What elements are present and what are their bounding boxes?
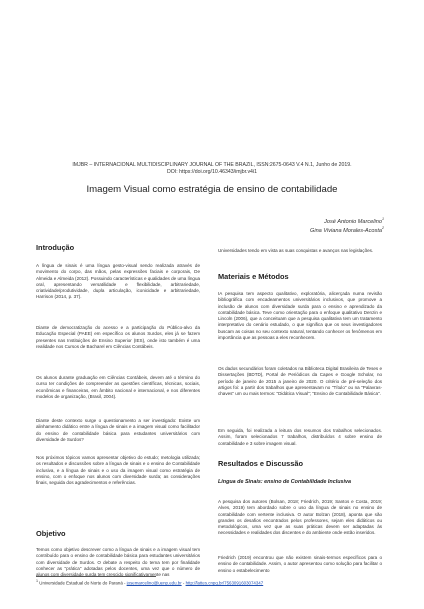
paragraph: Universidades tendo em vista as suas conquistas e avanços nas legislações. xyxy=(218,248,374,253)
paragraph: Em seguida, foi realizada a leitura dos resumos dos trabalhos selecionados. Assim, foram selecionados 7 trabalhos, distribuídos 4 sobre ensino de contabilidade e 3 sobre imagem visual. xyxy=(218,428,382,446)
subsection-heading: Língua de Sinais: ensino de Contabilidade Inclusiva xyxy=(218,479,351,485)
continuation-paragraph xyxy=(218,248,382,262)
materiais-paragraph-2 xyxy=(218,366,382,405)
materiais-paragraph-3 xyxy=(218,428,382,454)
doi-line: DOI: https://doi.org/10.46343/imjbr.v4i1 xyxy=(167,169,257,175)
section-resultados-discussao xyxy=(218,459,382,477)
intro-paragraph-3 xyxy=(36,375,200,408)
intro-paragraph-1 xyxy=(36,263,200,308)
paragraph: Os dados secundários foram coletados na Biblioteca Digital Brasileira de Teses e Dissertações (BDTD), Portal de Periódicos da Capes e Google Scholar, no período de janeiro de 2015 a janeiro de 2020. O critério de pré-seleção dos artigos foi: a partir dos trabalhos que apresentavam no "Título" ou na "Palavras-chaves" um ou mais termos: "Didática Visual"; "Ensino de Contabilidade Básica". xyxy=(218,366,382,397)
intro-paragraph-4 xyxy=(36,418,200,451)
footnote-separator: - xyxy=(122,580,127,586)
footnote-separator: - xyxy=(181,580,186,586)
section-heading: Introdução xyxy=(36,243,75,252)
author-name: Gina Viviana Morales-Acosta xyxy=(309,227,382,234)
author-footnote-mark: 2 xyxy=(382,226,384,230)
section-introducao xyxy=(36,243,200,261)
footnote-marker: 1 xyxy=(36,579,39,583)
section-heading: Materiais e Métodos xyxy=(218,272,289,281)
author-footnote-mark: 1 xyxy=(382,217,384,221)
article-title: Imagem Visual como estratégia de ensino de contabilidade xyxy=(86,184,338,195)
materiais-paragraph-1 xyxy=(218,291,382,349)
paragraph: IA pesquisa tem aspecto qualitativo, exploratória, alicerçada numa revisão bibliográfica com encadeamentos universitários inclusivos, que promove a inclusão de alunos com diversidade surda para o ensino e aprendizado da contabilidade básica. Teve como orientação para o enfoque qualitativo Denzin e Lincoln (2006), que a conceituam que a pesquisa qualitativa tem um tratamento interpretativo do cenário estudado, o que significa que os seus investigadores buscam as coisas no seu contexto natural, tentando conhecer os fenômenos em importância que as pessoas a eles reconhecem. xyxy=(218,291,382,341)
paragraph: Os alunos durante graduação em Ciências Contábeis, devem até o término do curso ter condições de compreender as questões científicas, técnicas, sociais, econômicas e financeiras, em âmbito nacional e internacional, e nos diferentes modelos de organização, (Brasil, 2004). xyxy=(36,375,200,399)
footnote-institution: Universidade Estadual do Norte do Paraná xyxy=(39,580,123,586)
footnote-rule xyxy=(36,576,156,577)
author-2 xyxy=(184,225,384,235)
section-objetivo xyxy=(36,529,200,547)
paragraph: A língua de sinais é uma língua gesto-visual sendo realizada através de movimento do corpo, das mãos, pelas expressões faciais e corporais, De Almeida e Almeida (2012). Possuindo características e qualidades de uma língua oral, apresentando versatilidade e flexibilidade, arbitrariedade, criatividade/produtividade, dupla articulação, iconicidade e arbitrariedade, Harrison (2014, p. 37). xyxy=(36,263,200,300)
subsection-lingua-de-sinais xyxy=(218,479,382,491)
lattes-link[interactable]: http://lattes.cnpq.br/7563091603074347 xyxy=(185,580,264,586)
journal-header xyxy=(40,162,384,176)
paragraph: Nos próximos tópicos vamos apresentar objetivo do estudo; metologia utilizada; os resultados e discussões sobre a língua de sinais e o ensino de Contabilidade inclusiva, e a língua de sinais e o uso da imagem visual como estratégia de ensino, com o enfoque nos alunos com diversidade surda; as considerações finais, seguida dos agradecimentos e referências. xyxy=(36,455,200,486)
paragraph: Diante de democratização do acesso e a participação do Público-alvo da Educação Especial (PAEE) em específico os alunos Surdos, eles já se fazem presentes nas Instituições de Ensino Superior (IES), onde isto também é uma realidade nos Cursos de Bacharel em Ciências Contábeis. xyxy=(36,325,200,349)
paragraph: Temos como objetivo descrever como a língua de sinais e a imagem visual tem contribuído para o ensino de contabilidade básica para estudantes universitários com diversidade de Surdos. O debate a respeito do tema tem por finalidade conhecer as "prática" adotadas pelos docentes, uma vez que o número de alunos com diversidade surda tem crescido significativamente nas xyxy=(36,547,200,578)
paragraph: Friedrich (2019) encontrou que não existem sinais-termos específicos para o ensino de contabilidade. Assim, o autor apresentou como solução para facilitar o ensino o estabelecimento xyxy=(218,555,382,573)
journal-citation-line: IMJBR – INTERNACIONAL MULTIDISCIPLINARY JOURNAL OF THE BRAZIL, ISSN:2675-0643 V.4 N.1, Junho de 2019. xyxy=(72,162,352,168)
author-name: José Antonio Marcelino xyxy=(324,218,382,225)
resultados-paragraph-1 xyxy=(218,499,382,544)
section-heading: Resultados e Discussão xyxy=(218,459,304,468)
paragraph: A pesquisa dos autores (Bolsan, 2018; Friedrich, 2019; Santos e Costa, 2019; Alves, 2019) tem abordado sobre o uso da língua de sinais no ensino de contabilidade com vertente inclusiva. O autor Bolzan (2018), aponta que são grandes os desafios encontrados pelos professores, sejam eles didáticos ou metodológicos, uma vez que as suas práticas devem ser adaptadas às necessidades e realidades dos discentes e do ambiente onde estão inseridos. xyxy=(218,499,382,536)
intro-paragraph-5 xyxy=(36,455,200,494)
paragraph: Diante deste contexto surge o questionamento a ser investigado: Existe um alinhamento didático entre a língua de sinais e a imagem visual como facilitador do ensino de contabilidade básica para estudantes universitários com diversidade de Surdos? xyxy=(36,418,200,442)
footnote xyxy=(36,578,388,586)
intro-paragraph-2 xyxy=(36,325,200,358)
email-link[interactable]: josemarcelino@uenp.edu.br xyxy=(126,580,182,586)
section-materiais-metodos xyxy=(218,272,382,290)
section-heading: Objetivo xyxy=(36,529,66,538)
